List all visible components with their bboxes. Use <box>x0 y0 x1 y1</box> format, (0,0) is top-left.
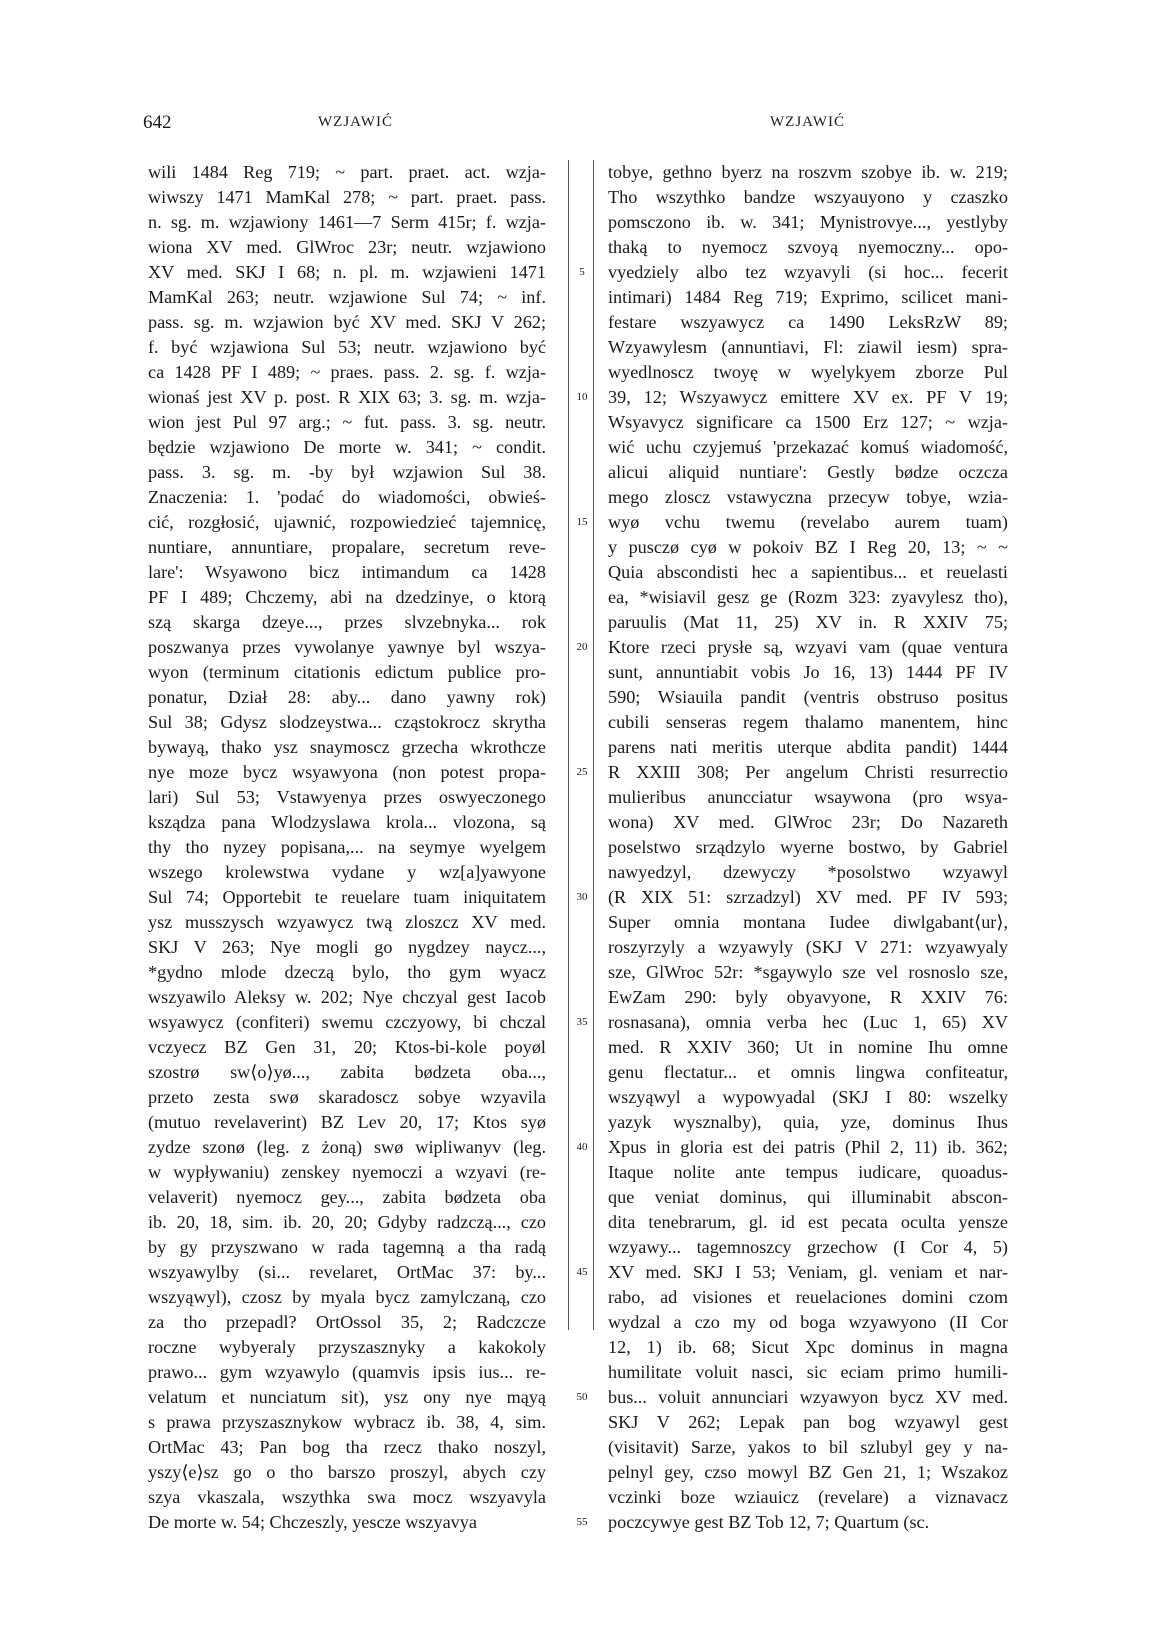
text-line: wili 1484 Reg 719; ~ part. praet. act. wzja- <box>148 162 546 182</box>
text-line: n. sg. m. wzjawiony 1461—7 Serm 415r; f. wzja- <box>148 212 546 232</box>
text-line: f. być wzjawiona Sul 53; neutr. wzjawiono być <box>148 337 546 357</box>
text-line: przeto zesta swø skaradoscz sobye wzyavila <box>148 1087 546 1107</box>
text-line: Super omnia montana Iudee diwlgabant⟨ur⟩, <box>608 912 1008 932</box>
text-line: EwZam 290: byly obyavyone, R XXIV 76: <box>608 987 1008 1007</box>
running-head-right: WZJAWIĆ <box>770 114 845 130</box>
line-number: 50 <box>576 1391 588 1403</box>
text-line: bywayą, thako ysz snaymoscz grzecha wkrothcze <box>148 737 546 757</box>
text-line: parens nati meritis uterque abdita pandit) 1444 <box>608 737 1008 757</box>
column-rule-right <box>593 160 594 1330</box>
text-line: velatum et nunciatum sit), ysz ony nye mąyą <box>148 1387 546 1407</box>
line-number: 15 <box>576 516 588 528</box>
text-line: cić, rozgłosić, ujawnić, rozpowiedzieć tajemnicę, <box>148 512 546 532</box>
text-line: Xpus in gloria est dei patris (Phil 2, 11) ib. 362; <box>608 1137 1008 1157</box>
text-line: thaką to nyemocz szvoyą nyemoczny... opo- <box>608 237 1008 257</box>
text-line: wsyawycz (confiteri) swemu czczyowy, bi chczal <box>148 1012 546 1032</box>
text-line: vczinki boze wziauicz (revelare) a viznavacz <box>608 1487 1008 1507</box>
text-line: mulieribus anuncciatur wsaywona (pro wsya- <box>608 787 1008 807</box>
text-line: Wsyavycz significare ca 1500 Erz 127; ~ wzja- <box>608 412 1008 432</box>
text-line: wszyawylby (si... revelaret, OrtMac 37: by... <box>148 1262 546 1282</box>
text-line: wszyawilo Aleksy w. 202; Nye chczyal gest Iacob <box>148 987 546 1007</box>
text-line: XV med. SKJ I 68; n. pl. m. wzjawieni 1471 <box>148 262 546 282</box>
text-line: pomsczono ib. w. 341; Mynistrovye..., yestlyby <box>608 212 1008 232</box>
left-text-column <box>148 160 546 1535</box>
text-line: 590; Wsiauila pandit (ventris obstruso positus <box>608 687 1008 707</box>
page-number: 642 <box>143 112 172 133</box>
text-line: wyø vchu twemu (revelabo aurem tuam) <box>608 512 1008 532</box>
text-line: nuntiare, annuntiare, propalare, secretum reve- <box>148 537 546 557</box>
text-line: *gydno mlode dzeczą bylo, tho gym wyacz <box>148 962 546 982</box>
text-line: MamKal 263; neutr. wzjawione Sul 74; ~ inf. <box>148 287 546 307</box>
text-line: humilitate voluit nasci, sic eciam primo humili- <box>608 1362 1008 1382</box>
right-text-column <box>608 160 1008 1535</box>
text-line: Wzyawylesm (annuntiavi, Fl: ziawil iesm) spra- <box>608 337 1008 357</box>
text-line: Tho wszythko bandze wszyauyono y czaszko <box>608 187 1008 207</box>
text-line: za tho przepadl? OrtOssol 35, 2; Radczcze <box>148 1312 546 1332</box>
text-line: yazyk wysznalby), quia, yze, dominus Ihus <box>608 1112 1008 1132</box>
text-line: w wypływaniu) zenskey nyemoczi a wzyavi (re- <box>148 1162 546 1182</box>
text-line: wiona XV med. GlWroc 23r; neutr. wzjawiono <box>148 237 546 257</box>
text-line: szya vkaszala, wszythka swa mocz wszyavyla <box>148 1487 546 1507</box>
text-line: nye moze bycz wsyawyona (non potest propa- <box>148 762 546 782</box>
text-line: lari) Sul 53; Vstawyenya przes oswyeczonego <box>148 787 546 807</box>
text-line: roczne wybyeraly przyszasznyky a kakokoly <box>148 1337 546 1357</box>
text-line: roszyrzyly a wzyawyly (SKJ V 271: wzyawyaly <box>608 937 1008 957</box>
text-line: sze, GlWroc 52r: *sgaywylo sze vel rosnoslo sze, <box>608 962 1008 982</box>
text-line: ea, *wisiavil gesz ge (Rozm 323: zyavylesz tho), <box>608 587 1008 607</box>
text-line: poszwanya przes vywolanye yawnye byl wszya- <box>148 637 546 657</box>
text-line: sunt, annuntiabit vobis Jo 16, 13) 1444 PF IV <box>608 662 1008 682</box>
text-line: (visitavit) Sarze, yakos to bil szlubyl gey y na- <box>608 1437 1008 1457</box>
text-line: wona) XV med. GlWroc 23r; Do Nazareth <box>608 812 1008 832</box>
text-line: poselstwo srządzylo wyerne bostwo, by Gabriel <box>608 837 1008 857</box>
text-line: thy tho nyzey popisana,... na seymye wyelgem <box>148 837 546 857</box>
text-line: ib. 20, 18, sim. ib. 20, 20; Gdyby radzczą..., czo <box>148 1212 546 1232</box>
text-line: rabo, ad visiones et reuelaciones domini czom <box>608 1287 1008 1307</box>
text-line: genu flectatur... et omnis lingwa confiteatur, <box>608 1062 1008 1082</box>
text-line: wion jest Pul 97 arg.; ~ fut. pass. 3. sg. neutr. <box>148 412 546 432</box>
text-line: wzyawy... tagemnoszcy grzechow (I Cor 4, 5) <box>608 1237 1008 1257</box>
text-line: pelnyl gey, czso mowyl BZ Gen 21, 1; Wszakoz <box>608 1462 1008 1482</box>
text-line: cubili senseras regem thalamo manentem, hinc <box>608 712 1008 732</box>
text-line: (R XIX 51: szrzadzyl) XV med. PF IV 593; <box>608 887 1008 907</box>
text-line: (mutuo revelaverint) BZ Lev 20, 17; Ktos syø <box>148 1112 546 1132</box>
text-line: De morte w. 54; Chczeszly, yescze wszyavya <box>148 1512 477 1532</box>
text-line: velaverit) nyemocz gey..., zabita bødzeta oba <box>148 1187 546 1207</box>
running-head-left: WZJAWIĆ <box>318 114 393 130</box>
text-line: poczcywye gest BZ Tob 12, 7; Quartum (sc. <box>608 1512 930 1532</box>
text-line: tobye, gethno byerz na roszvm szobye ib. w. 219; <box>608 162 1008 182</box>
text-line: wszyąwyl a wypowyadal (SKJ I 80: wszelky <box>608 1087 1008 1107</box>
line-number: 35 <box>576 1016 588 1028</box>
text-line: wić uchu czyjemuś 'przekazać komuś wiadomość, <box>608 437 1008 457</box>
text-line: intimari) 1484 Reg 719; Exprimo, scilicet mani- <box>608 287 1008 307</box>
text-line: alicui aliquid nuntiare': Gestly bødze oczcza <box>608 462 1008 482</box>
text-line: PF I 489; Chczemy, abi na dzedzinye, o ktorą <box>148 587 546 607</box>
text-line: wszyąwyl), czosz by myala bycz zamylczaną, czo <box>148 1287 546 1307</box>
text-line: vczyecz BZ Gen 31, 20; Ktos-bi-kole poyøl <box>148 1037 546 1057</box>
text-line: ponatur, Dział 28: aby... dano yawny rok) <box>148 687 546 707</box>
text-line: Sul 74; Opportebit te reuelare tuam iniquitatem <box>148 887 546 907</box>
text-line: s prawa przyszasznykow wybracz ib. 38, 4, sim. <box>148 1412 546 1432</box>
text-line: festare wszyawycz ca 1490 LeksRzW 89; <box>608 312 1008 332</box>
text-line: bus... voluit annunciari wzyawyon bycz XV med. <box>608 1387 1008 1407</box>
text-line: wszego krolewstwa vydane y wz[a]yawyone <box>148 862 546 882</box>
text-line: lare': Wsyawono bicz intimandum ca 1428 <box>148 562 546 582</box>
text-line: będzie wzjawiono De morte w. 341; ~ condit. <box>148 437 546 457</box>
text-line: SKJ V 262; Lepak pan bog wzyawyl gest <box>608 1412 1008 1432</box>
text-line: pass. 3. sg. m. -by był wzjawion Sul 38. <box>148 462 546 482</box>
text-line: ksządza pana Wlodzyslawa krola... vlozona, są <box>148 812 546 832</box>
text-line: OrtMac 43; Pan bog tha rzecz thako noszyl, <box>148 1437 546 1457</box>
text-line: ysz musszysch wzyawycz twą zloszcz XV med. <box>148 912 546 932</box>
text-line: 12, 1) ib. 68; Sicut Xpc dominus in magna <box>608 1337 1008 1357</box>
line-number: 40 <box>576 1141 588 1153</box>
text-line: pass. sg. m. wzjawion być XV med. SKJ V 262; <box>148 312 546 332</box>
text-line: zydze szonø (leg. z żoną) swø wipliwanyv (leg. <box>148 1137 546 1157</box>
text-line: 39, 12; Wszyawycz emittere XV ex. PF V 19; <box>608 387 1008 407</box>
text-line: by gy przyszwano w rada tagemną a tha radą <box>148 1237 546 1257</box>
text-line: paruulis (Mat 11, 25) XV in. R XXIV 75; <box>608 612 1008 632</box>
text-line: Znaczenia: 1. 'podać do wiadomości, obwieś- <box>148 487 546 507</box>
text-line: Sul 38; Gdysz slodzeystwa... cząstokrocz skrytha <box>148 712 546 732</box>
text-line: y pusczø cyø w pokoiv BZ I Reg 20, 13; ~ ~ <box>608 537 1008 557</box>
text-line: wionaś jest XV p. post. R XIX 63; 3. sg. m. wzja- <box>148 387 546 407</box>
line-number: 20 <box>576 641 588 653</box>
text-line: wydzal a czo my od boga wzyawyono (II Cor <box>608 1312 1008 1332</box>
text-line: vyedziely albo tez wzyavyli (si hoc... fecerit <box>608 262 1008 282</box>
text-line: prawo... gym wzyawylo (quamvis ipsis ius... re- <box>148 1362 546 1382</box>
text-line: yszy⟨e⟩sz go o tho barszo proszyl, abych czy <box>148 1462 546 1482</box>
text-line: XV med. SKJ I 53; Veniam, gl. veniam et nar- <box>608 1262 1008 1282</box>
line-number: 10 <box>576 391 588 403</box>
text-line: R XXIII 308; Per angelum Christi resurrectio <box>608 762 1008 782</box>
text-line: wyon (terminum citationis edictum publice pro- <box>148 662 546 682</box>
text-line: SKJ V 263; Nye mogli go nygdzey naycz..., <box>148 937 546 957</box>
line-number: 45 <box>576 1266 588 1278</box>
text-line: rosnasana), omnia verba hec (Luc 1, 65) XV <box>608 1012 1008 1032</box>
text-line: szostrø sw⟨o⟩yø..., zabita bødzeta oba..., <box>148 1062 546 1082</box>
text-line: ca 1428 PF I 489; ~ praes. pass. 2. sg. f. wzja- <box>148 362 546 382</box>
line-number: 25 <box>576 766 588 778</box>
text-line: Ktore rzeci prysłe są, wzyavi vam (quae ventura <box>608 637 1008 657</box>
text-line: Quia abscondisti hec a sapientibus... et reuelasti <box>608 562 1008 582</box>
text-line: nawyedzyl, dzewyczy *posolstwo wzyawyl <box>608 862 1008 882</box>
text-line: szą skarga dzeye..., przes slvzebnyka... rok <box>148 612 546 632</box>
text-line: dita tenebrarum, gl. id est pecata oculta yensze <box>608 1212 1008 1232</box>
text-line: que veniat dominus, qui illuminabit abscon- <box>608 1187 1008 1207</box>
line-number: 30 <box>576 891 588 903</box>
text-line: mego zloscz vstawyczna przecyw tobye, wzia- <box>608 487 1008 507</box>
column-rule-left <box>568 160 569 1330</box>
text-line: Itaque nolite ante tempus iudicare, quoadus- <box>608 1162 1008 1182</box>
text-line: wiwszy 1471 MamKal 278; ~ part. praet. pass. <box>148 187 546 207</box>
line-number: 55 <box>576 1516 588 1528</box>
text-line: med. R XXIV 360; Ut in nomine Ihu omne <box>608 1037 1008 1057</box>
line-number: 5 <box>579 266 585 278</box>
text-line: wyedlnoscz twoyę w wyelykyem zborze Pul <box>608 362 1008 382</box>
